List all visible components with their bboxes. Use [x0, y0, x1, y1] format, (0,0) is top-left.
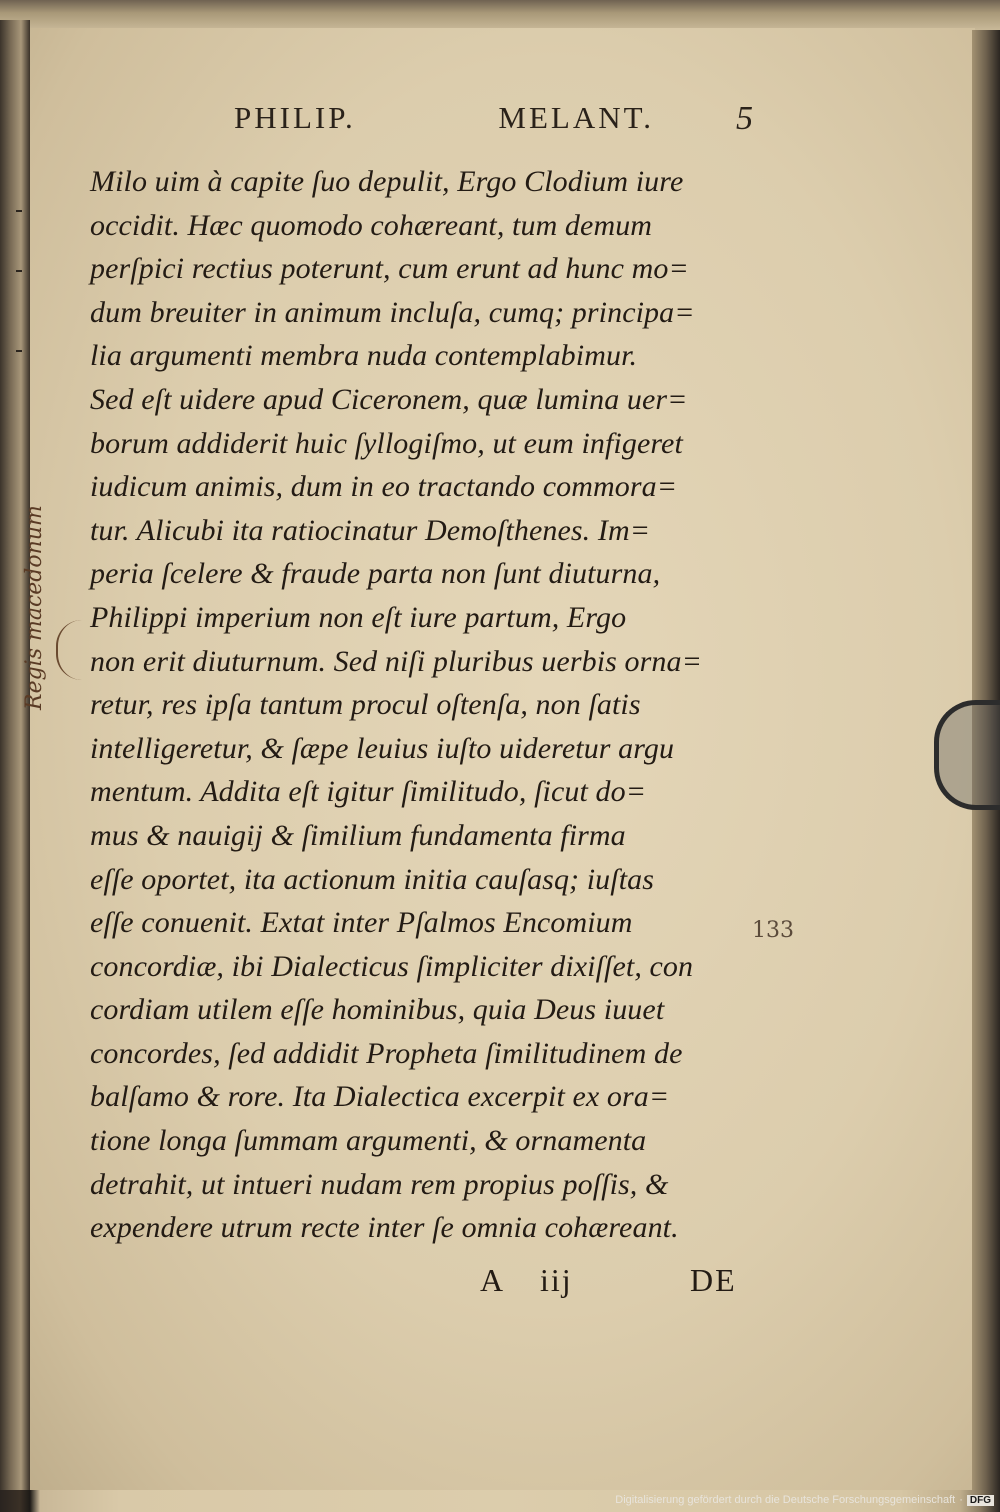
text-line: perſpici rectius poterunt, cum erunt ad hunc mo= [90, 252, 689, 286]
running-head-right: MELANT. [498, 100, 654, 135]
page-number: 5 [736, 100, 753, 137]
text-line: concordiæ, ibi Dialecticus ſimpliciter dixiſſet, con [90, 949, 694, 983]
text-line: lia argumenti membra nuda contemplabimur. [90, 339, 638, 373]
text-line: peria ſcelere & fraude parta non ſunt diuturna, [90, 557, 661, 591]
credit-text: Digitalisierung gefördert durch die Deutsche Forschungsgemeinschaft [615, 1494, 956, 1506]
text-line: intelligeretur, & ſæpe leuius iuſto uideretur argu [90, 731, 675, 765]
text-line: expendere utrum recte inter ſe omnia cohæreant. [90, 1211, 679, 1245]
text-line: Milo uim à capite ſuo depulit, Ergo Clodium iure [90, 165, 684, 198]
text-line: concordes, ſed addidit Propheta ſimilitudinem de [90, 1036, 683, 1070]
text-line: tione longa ſummam argumenti, & ornamenta [90, 1124, 647, 1158]
text-line: eſſe conuenit. Extat inter Pſalmos Encomium [90, 906, 633, 940]
text-line: Sed eſt uidere apud Ciceronem, quæ lumina uer= [90, 382, 688, 416]
dfg-logo-icon: DFG [967, 1495, 994, 1506]
digitization-credit: Digitalisierung gefördert durch die Deutsche Forschungsgemeinschaft · DFG [615, 1494, 994, 1506]
text-line: tur. Alicubi ita ratiocinatur Demoſthenes. Im= [90, 513, 651, 547]
text-line: retur, res ipſa tantum procul oſtenſa, non ſatis [90, 688, 641, 722]
text-line: iudicum animis, dum in eo tractando commora= [90, 470, 678, 504]
signature-number: iij [540, 1262, 573, 1298]
right-margin-annotation: 133 [752, 918, 794, 943]
page-clip [934, 700, 1000, 810]
facing-page-edge [0, 20, 30, 1490]
text-line: non erit diuturnum. Sed niſi pluribus uerbis orna= [90, 644, 702, 678]
signature-letter: A [480, 1262, 506, 1298]
running-head-left: PHILIP. [234, 100, 356, 135]
text-line: balſamo & rore. Ita Dialectica excerpit ex ora= [90, 1080, 670, 1114]
catchword: DE [690, 1262, 737, 1298]
text-line: mentum. Addita eſt igitur ſimilitudo, ſicut do= [90, 775, 647, 809]
text-line: mus & nauigij & ſimilium fundamenta firma [90, 818, 626, 852]
running-head [234, 100, 654, 136]
text-line: detrahit, ut intueri nudam rem propius poſſis, & [90, 1167, 669, 1201]
text-line: eſſe oportet, ita actionum initia cauſasq; iuſtas [90, 862, 655, 896]
text-line: borum addiderit huic ſyllogiſmo, ut eum infigeret [90, 426, 683, 460]
text-line: Philippi imperium non eſt iure partum, Ergo [90, 600, 627, 634]
body-text [90, 160, 755, 1250]
text-line: cordiam utilem eſſe hominibus, quia Deus iuuet [90, 993, 665, 1027]
text-line: dum breuiter in animum incluſa, cumq; principa= [90, 295, 695, 329]
text-line: occidit. Hæc quomodo cohæreant, tum demum [90, 208, 653, 242]
left-margin-annotation: Regis macedonum [22, 505, 47, 710]
